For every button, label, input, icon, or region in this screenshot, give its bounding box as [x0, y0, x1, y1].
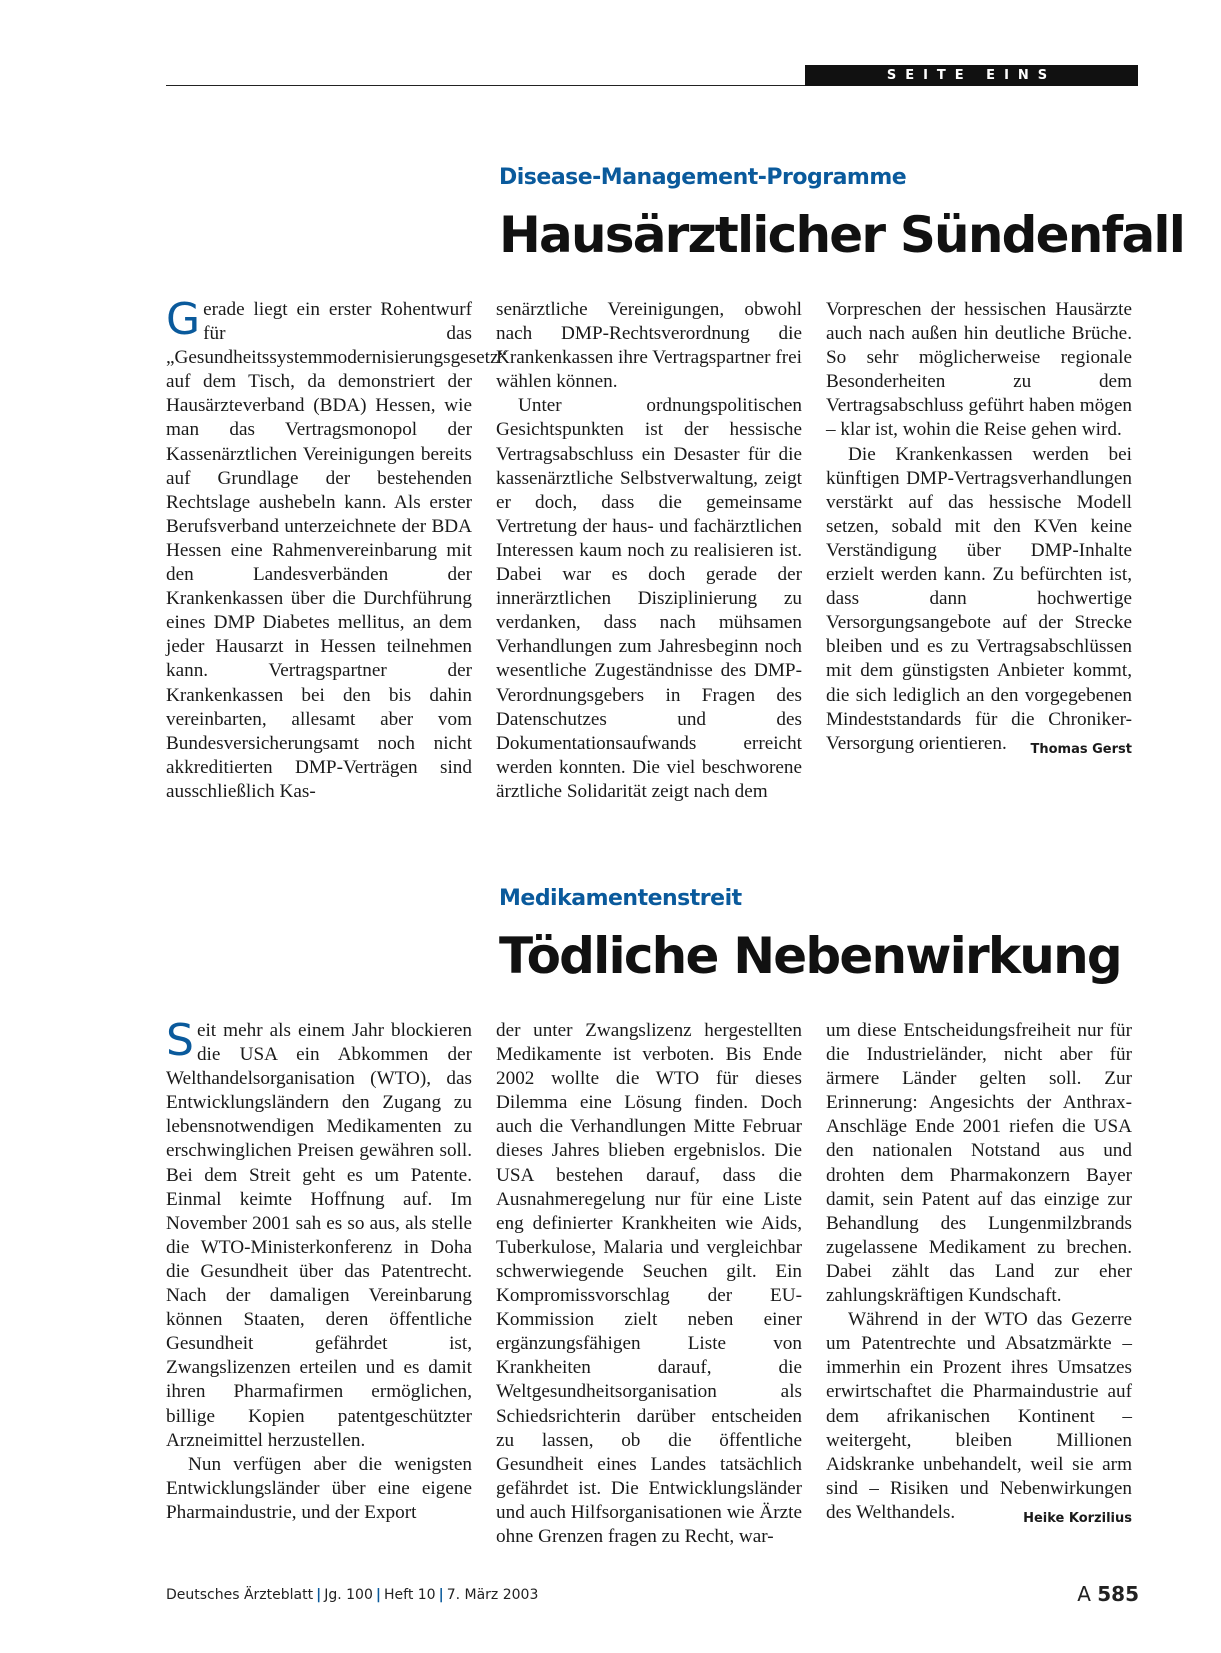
article1-col2-paragraph-1: senärztliche Vereinigungen, obwohl nach DMP-Rechtsverordnung die Krankenkassen ihre Vertragspartner frei wählen können.	[496, 299, 802, 393]
article2-kicker: Medikamentenstreit	[499, 886, 742, 911]
footer-separator: |	[438, 1587, 444, 1603]
article1-col2-paragraph-2: Unter ordnungspolitischen Gesichtspunkten ist der hessische Vertragsabschluss ein Desaster für die kassenärztliche Selbstverwaltung, zeigt er doch, dass die gemeinsame Vertretung der haus- und fachärztlichen Interessen kaum noch zu realisieren ist. Dabei war es doch gerade der innerärztlichen Disziplinierung zu verdanken, dass nach mühsamen Verhandlungen zum Jahresbeginn noch wesentliche Zugeständnisse des DMP-Verordnungsgebers in Fragen des Datenschutzes und des Dokumentationsaufwands erreicht werden konnten. Die viel beschworene ärztliche Solidarität zeigt nach dem	[496, 395, 802, 802]
footer-journal: Deutsches Ärzteblatt	[166, 1587, 314, 1603]
article2-col3-paragraph-1: um diese Entscheidungsfreiheit nur für die Industrieländer, nicht aber für ärmere Länder gelten soll. Zur Erinnerung: Angesichts der Anthrax-Anschläge Ende 2001 riefen die USA den nationalen Notstand aus und drohten dem Pharmakonzern Bayer damit, sein Patent auf das einzige zur Behandlung des Lungenmilzbrands zugelassene Medikament zu brechen. Dabei zählt das Land zur eher zahlungskräftigen Kundschaft.	[826, 1020, 1132, 1307]
article2-column-3	[826, 1019, 1132, 1531]
article1-headline: Hausärztlicher Sündenfall	[499, 206, 1185, 264]
article2-headline: Tödliche Nebenwirkung	[499, 927, 1121, 985]
article2-column-2	[496, 1019, 802, 1549]
section-label: SEITE EINS	[805, 65, 1138, 86]
article2-col1-paragraph-2: Nun verfügen aber die wenigsten Entwicklungsländer über eine eigene Pharmaindustrie, und der Export	[166, 1453, 472, 1523]
article1-column-2	[496, 298, 802, 804]
footer-separator: |	[375, 1587, 381, 1603]
article2-drop-cap: S	[166, 1015, 194, 1066]
article1-author: Thomas Gerst	[1030, 741, 1132, 757]
article1-col3-paragraph-2: Die Krankenkassen werden bei künftigen DMP-Vertragsverhandlungen verstärkt auf das hessische Modell setzen, sobald mit den KVen keine Verständigung über DMP-Inhalte erzielt werden kann. Zu befürchten ist, dass dann hochwertige Versorgungsangebote auf der Strecke bleiben und es zu Vertragsabschlüssen mit dem günstigsten Anbieter kommt, die sich lediglich an den vorgegebenen Mindeststandards für die Chroniker-Versorgung orientieren.	[826, 443, 1132, 754]
article1-column-1	[166, 294, 508, 804]
article1-drop-cap: G	[166, 294, 201, 345]
article2-col3-paragraph-2: Während in der WTO das Gezerre um Patentrechte und Absatzmärkte – immerhin ein Prozent ihres Umsatzes erwirtschaftet die Pharmaindustrie auf dem afrikanischen Kontinent – weitergeht, bleiben Millionen Aidskranke unbehandelt, weil sie arm sind – Risiken und Nebenwirkungen des Welthandels.	[826, 1309, 1132, 1523]
footer-volume: Jg. 100	[324, 1587, 373, 1603]
article1-col3-paragraph-1: Vorpreschen der hessischen Hausärzte auch nach außen hin deutliche Brüche. So sehr möglicherweise regionale Besonderheiten zu dem Vertragsabschluss geführt haben mögen – klar ist, wohin die Reise gehen wird.	[826, 299, 1132, 441]
footer-date: 7. März 2003	[446, 1587, 539, 1603]
article2-author: Heike Korzilius	[1023, 1510, 1132, 1526]
footer-separator: |	[316, 1587, 322, 1603]
footer-issue: Heft 10	[384, 1587, 436, 1603]
article2-col2-paragraph-1: der unter Zwangslizenz hergestellten Medikamente ist verboten. Bis Ende 2002 wollte die WTO für dieses Dilemma eine Lösung finden. Doch auch die Verhandlungen Mitte Februar dieses Jahres blieben ergebnislos. Die USA bestehen darauf, dass die Ausnahmeregelung nur für eine Liste eng definierter Krankheiten wie Aids, Tuberkulose, Malaria und vergleichbar schwerwiegende Seuchen gilt. Ein Kompromissvorschlag der EU-Kommission zielt neben einer ergänzungsfähigen Liste von Krankheiten darauf, die Weltgesundheitsorganisation als Schiedsrichterin darüber entscheiden zu lassen, ob die öffentliche Gesundheit eines Landes tatsächlich gefährdet ist. Die Entwicklungsländer und auch Hilfsorganisationen wie Ärzte ohne Grenzen fragen zu Recht, war-	[496, 1020, 802, 1547]
page-number-value: 585	[1097, 1582, 1139, 1606]
footer-citation	[166, 1587, 538, 1603]
article2-col1-text: eit mehr als einem Jahr blockieren die USA ein Abkommen der Welthandelsorganisation (WTO), das Entwicklungsländern den Zugang zu lebensnotwendigen Medikamenten zu erschwinglichen Preisen gewähren soll. Bei dem Streit geht es um Patente. Einmal keimte Hoffnung auf. Im November 2001 sah es so aus, als stelle die WTO-Ministerkonferenz in Doha die Gesundheit über das Patentrecht. Nach der damaligen Vereinbarung können Staaten, deren öffentliche Gesundheit gefährdet ist, Zwangslizenzen erteilen und es damit ihren Pharmafirmen ermöglichen, billige Kopien patentgeschützter Arzneimittel herzustellen.	[166, 1020, 472, 1451]
article2-column-1	[166, 1015, 472, 1525]
page-prefix: A	[1077, 1582, 1091, 1606]
article1-col1-text: erade liegt ein erster Rohentwurf für das „Gesundheitssystemmodernisierungsgesetz“ auf dem Tisch, da demonstriert der Hausärzteverband (BDA) Hessen, wie man das Vertragsmonopol der Kassenärztlichen Vereinigungen bereits auf Grundlage der bestehenden Rechtslage aushebeln kann. Als erster Berufsverband unterzeichnete der BDA Hessen eine Rahmenvereinbarung mit den Landesverbänden der Krankenkassen über die Durchführung eines DMP Diabetes mellitus, an dem jeder Hausarzt in Hessen teilnehmen kann. Vertragspartner der Krankenkassen bei den bis dahin vereinbarten, allesamt aber vom Bundesversicherungsamt noch nicht akkreditierten DMP-Verträgen sind ausschließlich Kas-	[166, 299, 508, 802]
article1-kicker: Disease-Management-Programme	[499, 165, 907, 190]
article1-column-3	[826, 298, 1132, 762]
page-number	[1077, 1582, 1139, 1606]
